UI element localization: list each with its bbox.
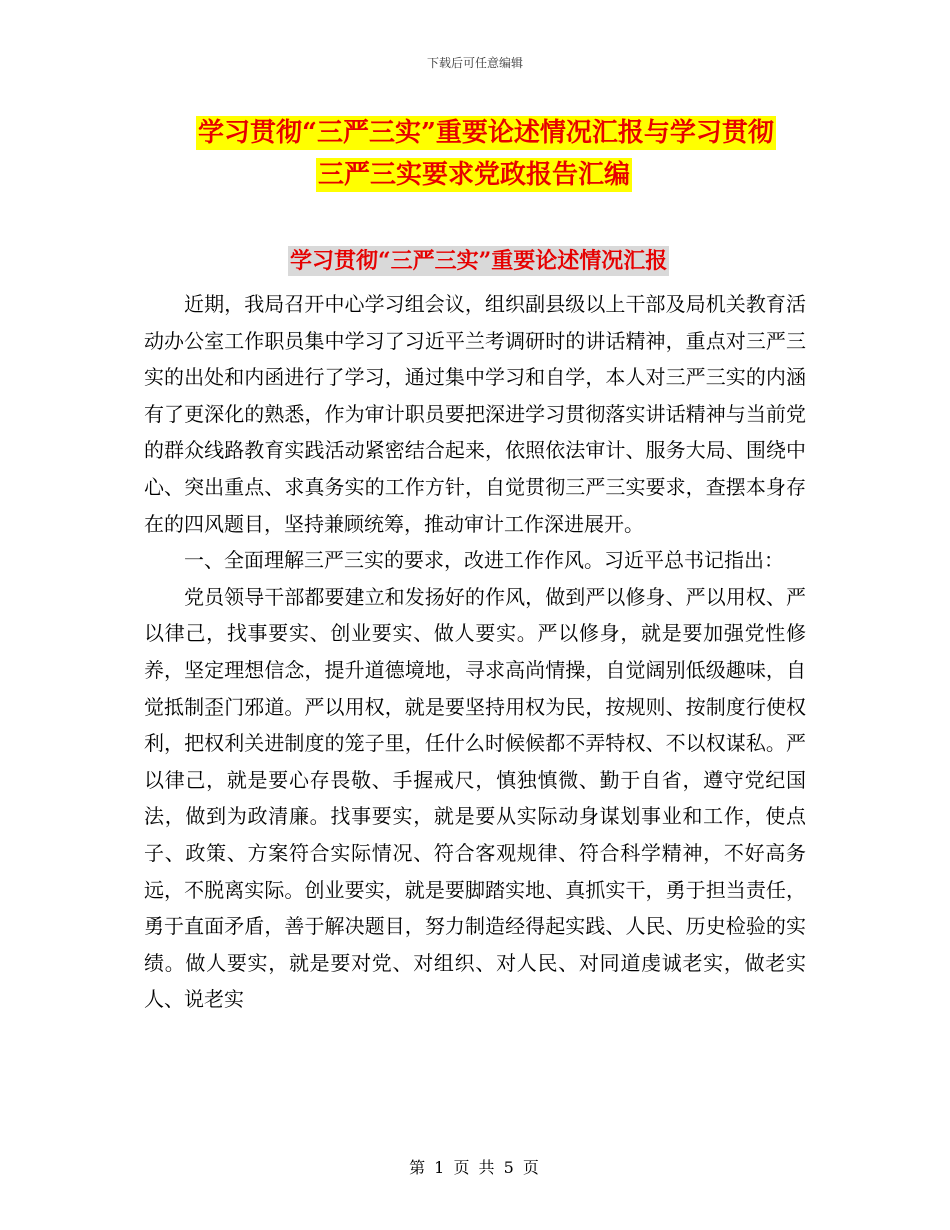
document-body — [144, 286, 806, 1018]
paragraph-intro: 近期，我局召开中心学习组会议，组织副县级以上干部及局机关教育活动办公室工作职员集中学习了习近平兰考调研时的讲话精神，重点对三严三实的出处和内函进行了学习，通过集中学习和自学，本人对三严三实的内涵有了更深化的熟悉，作为审计职员要把深进学习贯彻落实讲话精神与当前党的群众线路教育实践活动紧密结合起来，依照依法审计、服务大局、围绕中心、突出重点、求真务实的工作方针，自觉贯彻三严三实要求，查摆本身存在的四风题目，坚持兼顾统筹，推动审计工作深进展开。 — [144, 292, 806, 536]
section-subtitle: 学习贯彻“三严三实”重要论述情况汇报 — [290, 248, 668, 274]
document-title-line-2: 三严三实要求党政报告汇编 — [318, 160, 631, 190]
paragraph-section-one: 一、全面理解三严三实的要求，改进工作作风。习近平总书记指出： — [184, 548, 784, 573]
page-footer: 第 1 页 共 5 页 — [409, 1158, 541, 1177]
header-note: 下载后可任意编辑 — [426, 56, 523, 70]
paragraph-quote: 党员领导干部都要建立和发扬好的作风，做到严以修身、严以用权、严以律己，找事要实、创业要实、做人要实。严以修身，就是要加强党性修养，坚定理想信念，提升道德境地，寻求高尚情操，自觉阔别低级趣味，自觉抵制歪门邪道。严以用权，就是要坚持用权为民，按规则、按制度行使权利，把权利关进制度的笼子里，任什么时候候都不弄特权、不以权谋私。严以律己，就是要心存畏敬、手握戒尺，慎独慎微、勤于自省，遵守党纪国法，做到为政清廉。找事要实，就是要从实际动身谋划事业和工作，使点子、政策、方案符合实际情况、符合客观规律、符合科学精神，不好高务远，不脱离实际。创业要实，就是要脚踏实地、真抓实干，勇于担当责任，勇于直面矛盾，善于解决题目，努力制造经得起实践、人民、历史检验的实绩。做人要实，就是要对党、对组织、对人民、对同道虔诚老实，做老实人、说老实 — [144, 584, 806, 1012]
document-title-line-1: 学习贯彻“三严三实”重要论述情况汇报与学习贯彻 — [198, 118, 774, 148]
